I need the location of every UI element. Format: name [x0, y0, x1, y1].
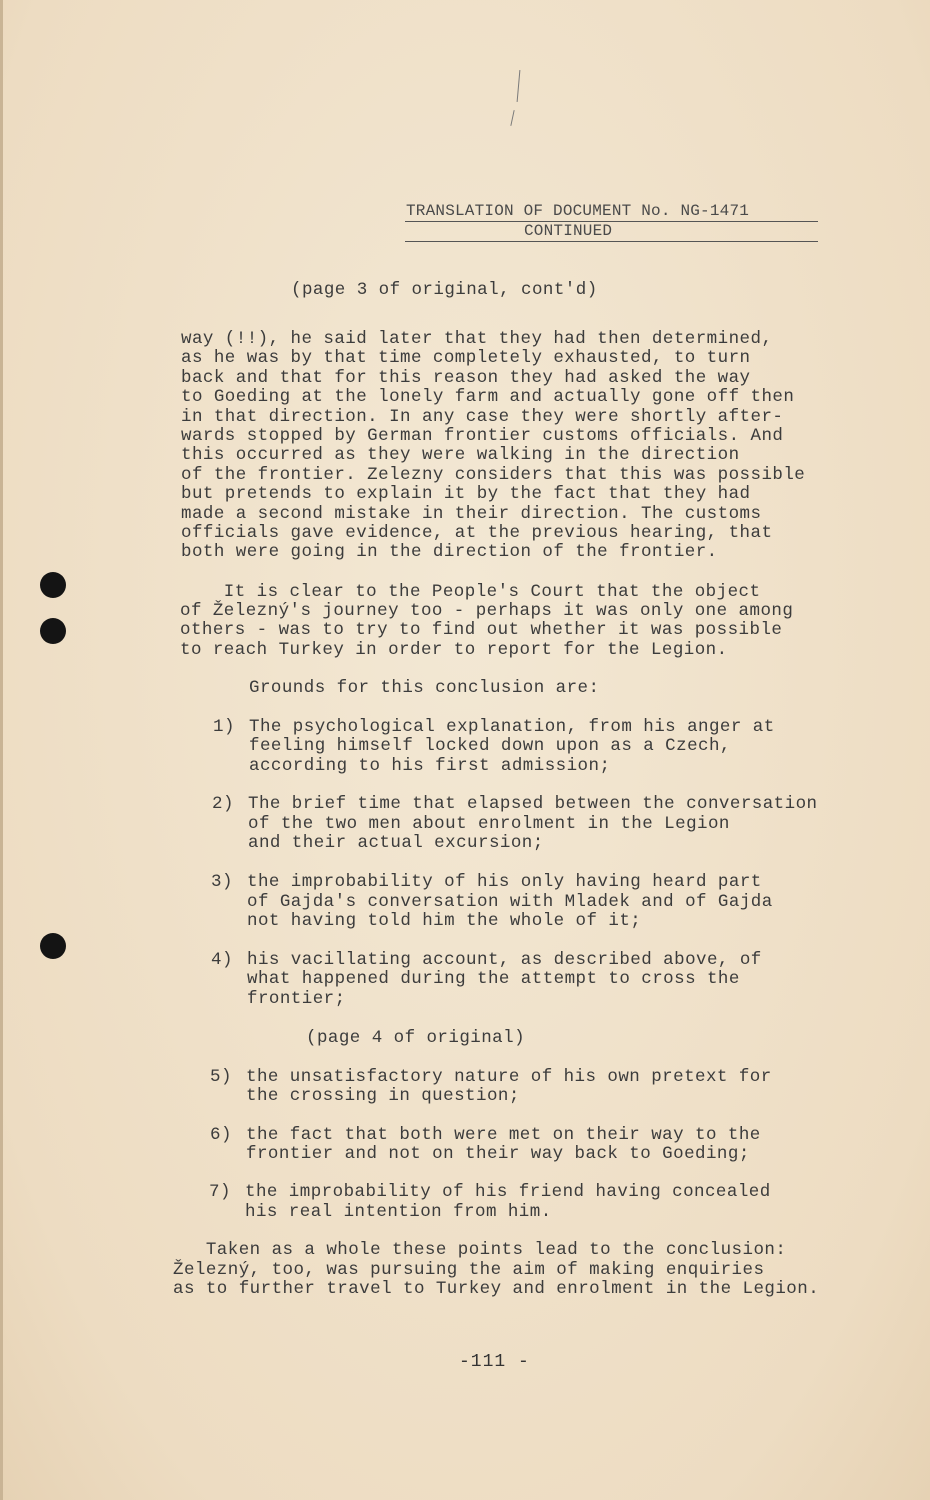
text-line: frontier and not on their way back to Goeding;: [246, 1144, 750, 1164]
text-line: The psychological explanation, from his anger at: [249, 717, 775, 737]
text-line: of the frontier. Zelezny considers that this was possible: [181, 465, 806, 485]
text-line: of the two men about enrolment in the Legion: [248, 814, 730, 834]
page-reference: (page 3 of original, cont'd): [291, 280, 598, 300]
text-line: to reach Turkey in order to report for the Legion.: [180, 640, 728, 660]
item-number: 5): [210, 1067, 232, 1087]
text-line: back and that for this reason they had asked the way: [181, 368, 751, 388]
text-line: his vacillating account, as described above, of: [247, 950, 762, 970]
item-number: 7): [209, 1182, 231, 1202]
text-line: others - was to try to find out whether it was possible: [180, 620, 783, 640]
text-line: to Goeding at the lonely farm and actually gone off then: [181, 387, 795, 407]
text-line: not having told him the whole of it;: [247, 911, 642, 931]
text-line: in that direction. In any case they were shortly after-: [181, 407, 784, 427]
text-line: both were going in the direction of the frontier.: [181, 542, 718, 562]
text-line: according to his first admission;: [249, 756, 611, 776]
text-line: wards stopped by German frontier customs officials. And: [181, 426, 784, 446]
page-edge: [0, 0, 3, 1500]
text-line: feeling himself locked down upon as a Czech,: [249, 736, 731, 756]
text-line: officials gave evidence, at the previous hearing, that: [181, 523, 773, 543]
text-line: this occurred as they were walking in the direction: [181, 445, 740, 465]
text-line: Železný, too, was pursuing the aim of making enquiries: [173, 1260, 765, 1280]
grounds-intro: Grounds for this conclusion are:: [249, 678, 600, 698]
text-line: way (!!), he said later that they had then determined,: [181, 329, 773, 349]
subtitle-underline: [405, 241, 818, 242]
item-number: 6): [210, 1125, 232, 1145]
text-line: as he was by that time completely exhausted, to turn: [181, 348, 751, 368]
text-line: what happened during the attempt to cross the: [247, 969, 740, 989]
page-reference: (page 4 of original): [306, 1028, 526, 1048]
text-line: Taken as a whole these points lead to the conclusion:: [173, 1240, 787, 1260]
item-number: 1): [213, 717, 235, 737]
item-number: 2): [212, 794, 234, 814]
text-line: made a second mistake in their direction. The customs: [181, 504, 762, 524]
document-subtitle: CONTINUED: [524, 222, 613, 240]
text-line: the crossing in question;: [246, 1086, 520, 1106]
text-line: but pretends to explain it by the fact that they had: [181, 484, 751, 504]
text-line: and their actual excursion;: [248, 833, 544, 853]
text-line: frontier;: [247, 989, 346, 1009]
text-line: The brief time that elapsed between the conversation: [248, 794, 818, 814]
punch-hole: [40, 933, 66, 959]
text-line: the improbability of his friend having concealed: [245, 1182, 771, 1202]
text-line: his real intention from him.: [245, 1202, 552, 1222]
item-number: 4): [211, 950, 233, 970]
document-title: TRANSLATION OF DOCUMENT No. NG-1471: [406, 202, 750, 220]
pencil-mark: [517, 70, 521, 102]
text-line: as to further travel to Turkey and enrolment in the Legion.: [173, 1279, 820, 1299]
text-line: the improbability of his only having heard part: [247, 872, 762, 892]
punch-hole: [40, 572, 66, 598]
text-line: the unsatisfactory nature of his own pretext for: [246, 1067, 772, 1087]
punch-hole: [40, 618, 66, 644]
page-number: -111 -: [459, 1352, 530, 1372]
text-line: It is clear to the People's Court that the object: [180, 582, 761, 602]
pencil-mark: [510, 110, 514, 126]
text-line: of Gajda's conversation with Mladek and of Gajda: [247, 892, 773, 912]
item-number: 3): [211, 872, 233, 892]
text-line: of Železný's journey too - perhaps it was only one among: [180, 601, 794, 621]
text-line: the fact that both were met on their way to the: [246, 1125, 761, 1145]
